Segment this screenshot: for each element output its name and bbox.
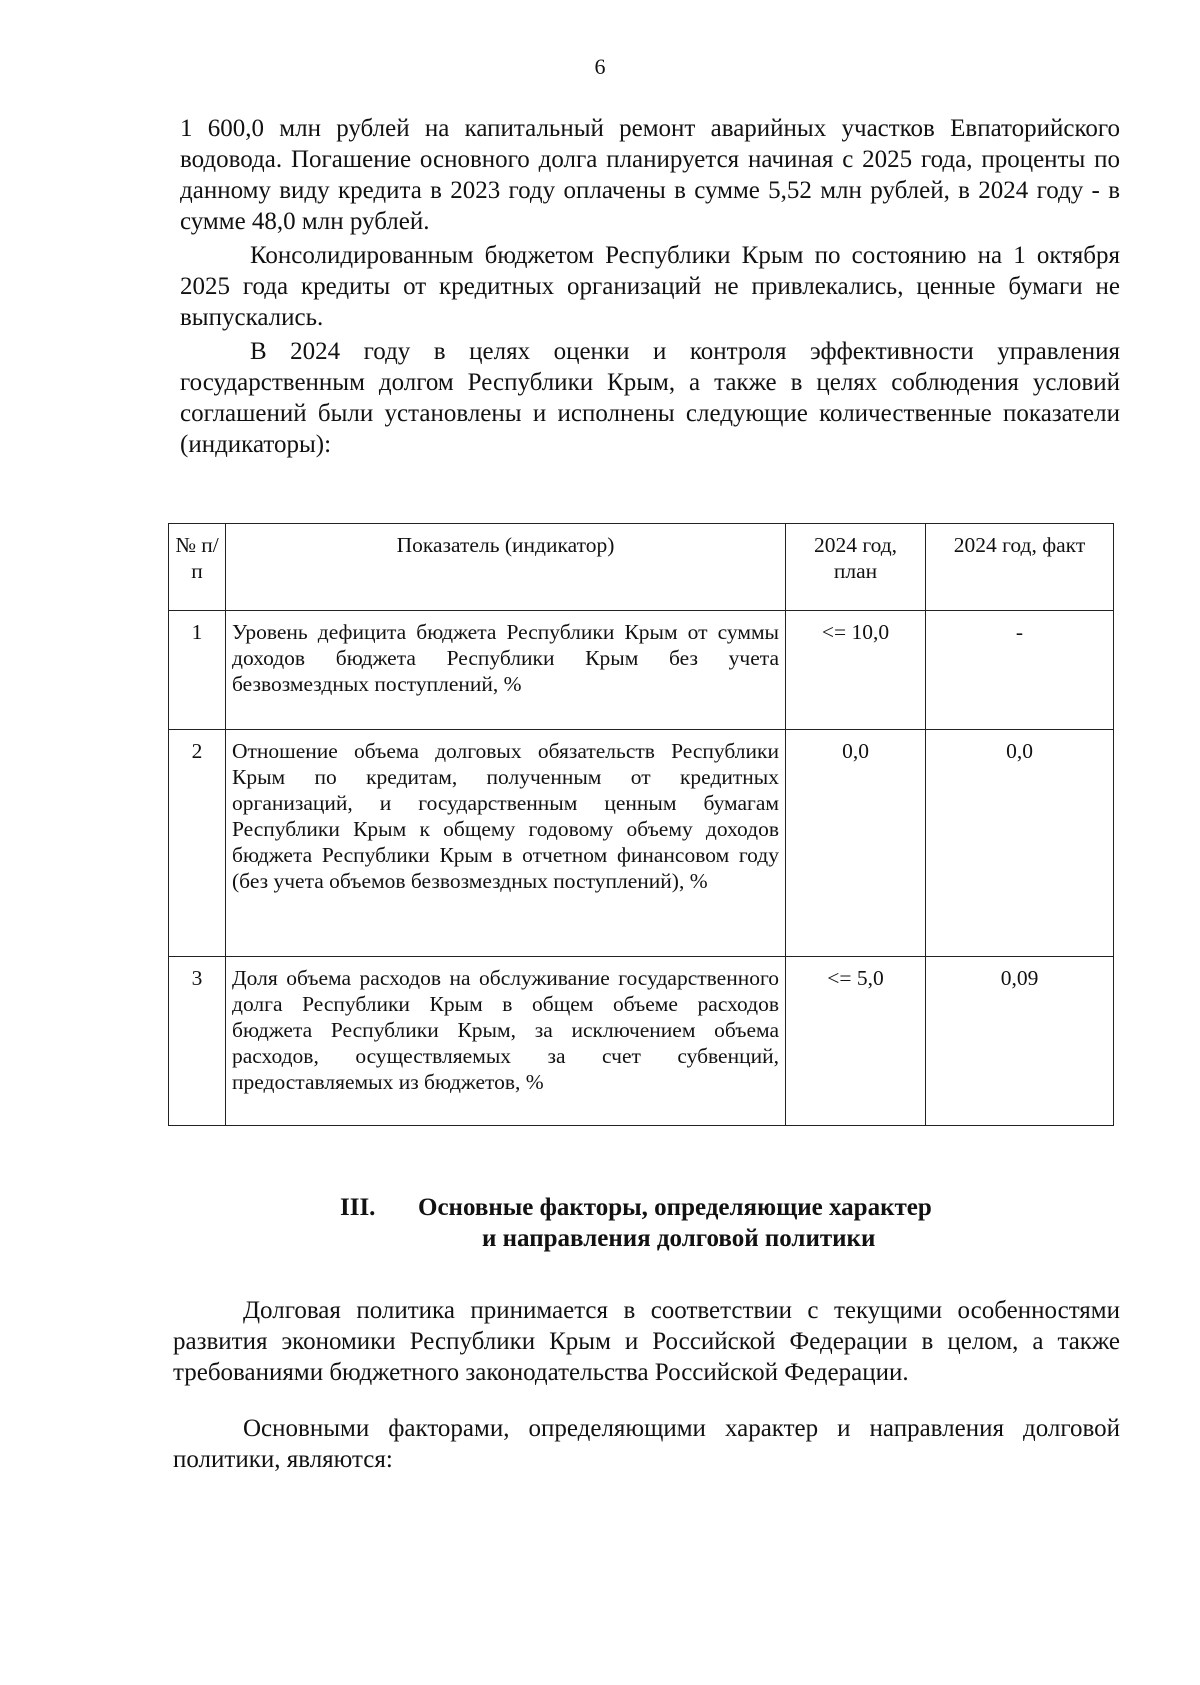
- header-plan: 2024 год, план: [786, 524, 926, 611]
- row-plan: <= 5,0: [786, 957, 926, 1126]
- row-fact: 0,0: [926, 730, 1114, 957]
- table-row: [169, 730, 1114, 957]
- section-title-line1: Основные факторы, определяющие характер: [418, 1194, 932, 1221]
- row-indicator: Доля объема расходов на обслуживание государственного долга Республики Крым в общем объеме расходов бюджета Республики Крым, за исключением объема расходов, осуществляемых за счет субвенций, предоставляемых из бюджетов, %: [226, 957, 786, 1126]
- row-num: 3: [169, 957, 226, 1126]
- paragraph-main-factors: Основными факторами, определяющими характер и направления долговой политики, являются:: [173, 1415, 1120, 1473]
- row-num: 2: [169, 730, 226, 957]
- paragraph-loan-repayment: 1 600,0 млн рублей на капитальный ремонт аварийных участков Евпаторийского водовода. Погашение основного долга планируется начиная с 2025 года, проценты по данному виду кредита в 2023 году оплачены в сумме 5,52 млн рублей, в 2024 году - в сумме 48,0 млн рублей.: [180, 115, 1120, 235]
- header-indicator: Показатель (индикатор): [226, 524, 786, 611]
- indicators-table: [168, 523, 1114, 1126]
- row-num: 1: [169, 611, 226, 730]
- paragraph-debt-policy: Долговая политика принимается в соответствии с текущими особенностями развития экономики Республики Крым и Российской Федерации в целом, а также требованиями бюджетного законодательства Российской Федерации.: [173, 1297, 1120, 1386]
- table-header-row: [169, 524, 1114, 611]
- header-num: № п/п: [169, 524, 226, 611]
- table-row: [169, 957, 1114, 1126]
- section-title-line2: и направления долговой политики: [482, 1225, 876, 1252]
- paragraph-consolidated-budget: Консолидированным бюджетом Республики Крым по состоянию на 1 октября 2025 года кредиты от кредитных организаций не привлекались, ценные бумаги не выпускались.: [180, 242, 1120, 331]
- paragraph-indicators-intro: В 2024 году в целях оценки и контроля эффективности управления государственным долгом Республики Крым, а также в целях соблюдения условий соглашений были установлены и исполнены следующие количественные показатели (индикаторы):: [180, 338, 1120, 458]
- row-indicator: Уровень дефицита бюджета Республики Крым от суммы доходов бюджета Республики Крым без учета безвозмездных поступлений, %: [226, 611, 786, 730]
- row-indicator: Отношение объема долговых обязательств Республики Крым по кредитам, полученным от кредитных организаций, и государственным ценным бумагам Республики Крым к общему годовому объему доходов бюджета Республики Крым в отчетном финансовом году (без учета объемов безвозмездных поступлений), %: [226, 730, 786, 957]
- row-fact: 0,09: [926, 957, 1114, 1126]
- header-fact: 2024 год, факт: [926, 524, 1114, 611]
- page-number: 6: [594, 54, 606, 79]
- row-plan: 0,0: [786, 730, 926, 957]
- row-fact: -: [926, 611, 1114, 730]
- table-row: [169, 611, 1114, 730]
- section-number: III.: [340, 1194, 376, 1221]
- row-plan: <= 10,0: [786, 611, 926, 730]
